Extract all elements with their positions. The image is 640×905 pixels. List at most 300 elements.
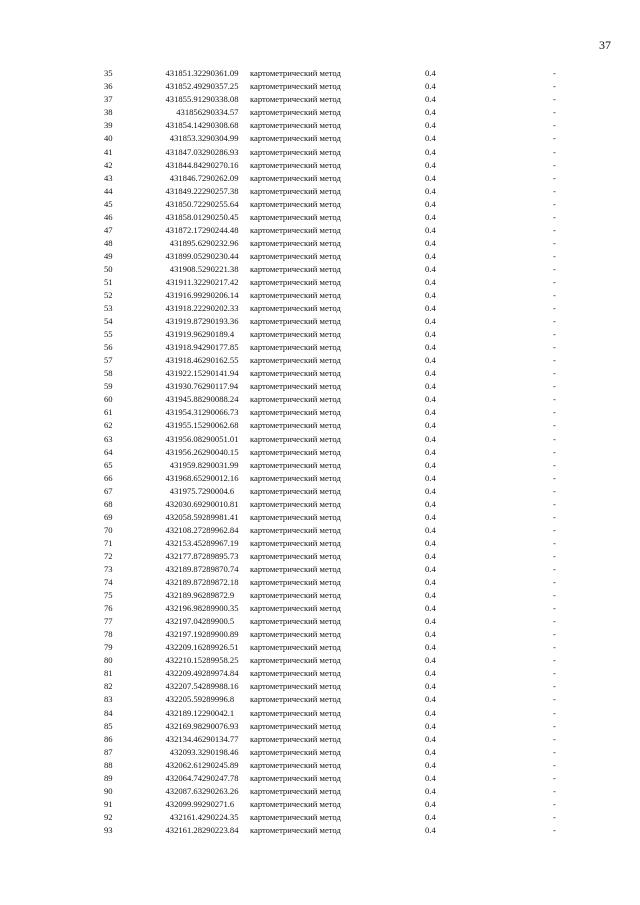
coord-x-cell: 431918.22: [165, 303, 202, 314]
accuracy-cell: 0.4: [425, 290, 436, 301]
method-cell: картометрический метод: [250, 798, 341, 809]
table-row: [104, 211, 573, 224]
note-cell: -: [553, 316, 556, 327]
accuracy-cell: 0.4: [425, 446, 436, 457]
point-number-cell: 61: [104, 407, 113, 418]
coord-x-cell: 431911.32: [165, 276, 202, 287]
method-cell: картометрический метод: [250, 159, 341, 170]
point-number-cell: 79: [104, 642, 113, 653]
accuracy-cell: 0.4: [425, 407, 436, 418]
point-number-cell: 49: [104, 250, 113, 261]
note-cell: -: [553, 668, 556, 679]
table-row: [104, 315, 573, 328]
method-cell: картометрический метод: [250, 120, 341, 131]
point-number-cell: 37: [104, 94, 113, 105]
point-number-cell: 43: [104, 172, 113, 183]
note-cell: -: [553, 355, 556, 366]
coord-x-cell: 431856: [176, 107, 202, 118]
point-number-cell: 60: [104, 394, 113, 405]
accuracy-cell: 0.4: [425, 577, 436, 588]
table-row: [104, 667, 573, 680]
accuracy-cell: 0.4: [425, 824, 436, 835]
coord-y-cell: 290177.85: [202, 342, 239, 353]
point-number-cell: 64: [104, 446, 113, 457]
table-row: [104, 471, 573, 484]
method-cell: картометрический метод: [250, 381, 341, 392]
method-cell: картометрический метод: [250, 655, 341, 666]
point-number-cell: 40: [104, 133, 113, 144]
note-cell: -: [553, 459, 556, 470]
accuracy-cell: 0.4: [425, 276, 436, 287]
coord-x-cell: 432189.96: [165, 590, 202, 601]
method-cell: картометрический метод: [250, 707, 341, 718]
coord-x-cell: 432153.45: [165, 537, 202, 548]
point-number-cell: 65: [104, 459, 113, 470]
coord-x-cell: 431919.96: [165, 329, 202, 340]
coord-y-cell: 289895.73: [202, 550, 239, 561]
accuracy-cell: 0.4: [425, 798, 436, 809]
accuracy-cell: 0.4: [425, 211, 436, 222]
note-cell: -: [553, 185, 556, 196]
coord-x-cell: 432169.98: [165, 720, 202, 731]
table-row: [104, 511, 573, 524]
note-cell: -: [553, 550, 556, 561]
note-cell: -: [553, 655, 556, 666]
coord-y-cell: 290286.93: [202, 146, 239, 157]
table-row: [104, 341, 573, 354]
table-row: [104, 458, 573, 471]
table-row: [104, 445, 573, 458]
note-cell: -: [553, 772, 556, 783]
table-row: [104, 732, 573, 745]
coord-x-cell: 432062.61: [165, 759, 202, 770]
note-cell: -: [553, 798, 556, 809]
point-number-cell: 42: [104, 159, 113, 170]
point-number-cell: 66: [104, 472, 113, 483]
note-cell: -: [553, 511, 556, 522]
coord-y-cell: 289974.84: [202, 668, 239, 679]
coord-x-cell: 431945.88: [165, 394, 202, 405]
point-number-cell: 89: [104, 772, 113, 783]
method-cell: картометрический метод: [250, 420, 341, 431]
accuracy-cell: 0.4: [425, 616, 436, 627]
coord-y-cell: 290270.16: [202, 159, 239, 170]
note-cell: -: [553, 211, 556, 222]
coord-y-cell: 289958.25: [202, 655, 239, 666]
accuracy-cell: 0.4: [425, 185, 436, 196]
note-cell: -: [553, 824, 556, 835]
coord-x-cell: 432207.54: [165, 681, 202, 692]
method-cell: картометрический метод: [250, 694, 341, 705]
coord-x-cell: 431872.17: [165, 224, 202, 235]
coord-y-cell: 289900.35: [202, 603, 239, 614]
accuracy-cell: 0.4: [425, 785, 436, 796]
coord-y-cell: 290004.6: [202, 485, 235, 496]
coord-x-cell: 432087.63: [165, 785, 202, 796]
method-cell: картометрический метод: [250, 81, 341, 92]
coord-y-cell: 290245.89: [202, 759, 239, 770]
point-number-cell: 69: [104, 511, 113, 522]
table-row: [104, 602, 573, 615]
table-row: [104, 250, 573, 263]
point-number-cell: 63: [104, 433, 113, 444]
accuracy-cell: 0.4: [425, 590, 436, 601]
coord-x-cell: 431930.76: [165, 381, 202, 392]
coord-x-cell: 431968.65: [165, 472, 202, 483]
table-row: [104, 380, 573, 393]
coord-y-cell: 290361.09: [202, 68, 239, 79]
method-cell: картометрический метод: [250, 185, 341, 196]
table-row: [104, 224, 573, 237]
accuracy-cell: 0.4: [425, 694, 436, 705]
note-cell: -: [553, 433, 556, 444]
coord-x-cell: 431975.7: [169, 485, 202, 496]
point-number-cell: 87: [104, 746, 113, 757]
accuracy-cell: 0.4: [425, 459, 436, 470]
table-row: [104, 641, 573, 654]
coord-y-cell: 290088.24: [202, 394, 239, 405]
note-cell: -: [553, 94, 556, 105]
method-cell: картометрический метод: [250, 472, 341, 483]
coord-y-cell: 290263.26: [202, 785, 239, 796]
accuracy-cell: 0.4: [425, 511, 436, 522]
accuracy-cell: 0.4: [425, 120, 436, 131]
accuracy-cell: 0.4: [425, 68, 436, 79]
coord-y-cell: 290334.57: [202, 107, 239, 118]
method-cell: картометрический метод: [250, 237, 341, 248]
method-cell: картометрический метод: [250, 772, 341, 783]
accuracy-cell: 0.4: [425, 224, 436, 235]
table-row: [104, 171, 573, 184]
method-cell: картометрический метод: [250, 498, 341, 509]
table-row: [104, 393, 573, 406]
table-row: [104, 289, 573, 302]
coord-y-cell: 290010.81: [202, 498, 239, 509]
coord-x-cell: 432210.15: [165, 655, 202, 666]
note-cell: -: [553, 237, 556, 248]
method-cell: картометрический метод: [250, 355, 341, 366]
note-cell: -: [553, 172, 556, 183]
note-cell: -: [553, 263, 556, 274]
method-cell: картометрический метод: [250, 733, 341, 744]
coord-y-cell: 290193.36: [202, 316, 239, 327]
point-number-cell: 72: [104, 550, 113, 561]
coord-x-cell: 432093.3: [169, 746, 202, 757]
point-number-cell: 76: [104, 603, 113, 614]
note-cell: -: [553, 524, 556, 535]
accuracy-cell: 0.4: [425, 811, 436, 822]
note-cell: -: [553, 368, 556, 379]
table-row: [104, 550, 573, 563]
method-cell: картометрический метод: [250, 603, 341, 614]
table-row: [104, 406, 573, 419]
accuracy-cell: 0.4: [425, 524, 436, 535]
method-cell: картометрический метод: [250, 446, 341, 457]
table-row: [104, 772, 573, 785]
table-row: [104, 706, 573, 719]
coord-x-cell: 431851.32: [165, 68, 202, 79]
point-number-cell: 91: [104, 798, 113, 809]
method-cell: картометрический метод: [250, 68, 341, 79]
method-cell: картометрический метод: [250, 459, 341, 470]
coord-y-cell: 290247.78: [202, 772, 239, 783]
table-row: [104, 576, 573, 589]
coord-y-cell: 290255.64: [202, 198, 239, 209]
note-cell: -: [553, 472, 556, 483]
note-cell: -: [553, 159, 556, 170]
coord-y-cell: 290304.99: [202, 133, 239, 144]
method-cell: картометрический метод: [250, 642, 341, 653]
point-number-cell: 62: [104, 420, 113, 431]
method-cell: картометрический метод: [250, 720, 341, 731]
table-row: [104, 524, 573, 537]
accuracy-cell: 0.4: [425, 81, 436, 92]
coord-y-cell: 290244.48: [202, 224, 239, 235]
point-number-cell: 57: [104, 355, 113, 366]
accuracy-cell: 0.4: [425, 368, 436, 379]
accuracy-cell: 0.4: [425, 381, 436, 392]
note-cell: -: [553, 394, 556, 405]
note-cell: -: [553, 133, 556, 144]
note-cell: -: [553, 746, 556, 757]
point-number-cell: 71: [104, 537, 113, 548]
table-row: [104, 145, 573, 158]
accuracy-cell: 0.4: [425, 172, 436, 183]
coord-x-cell: 431847.03: [165, 146, 202, 157]
method-cell: картометрический метод: [250, 824, 341, 835]
coord-x-cell: 432064.74: [165, 772, 202, 783]
coord-y-cell: 289900.5: [202, 616, 235, 627]
point-number-cell: 85: [104, 720, 113, 731]
accuracy-cell: 0.4: [425, 263, 436, 274]
point-number-cell: 92: [104, 811, 113, 822]
coord-x-cell: 432099.99: [165, 798, 202, 809]
coord-y-cell: 290042.1: [202, 707, 235, 718]
note-cell: -: [553, 498, 556, 509]
coord-x-cell: 431852.49: [165, 81, 202, 92]
coord-y-cell: 290230.44: [202, 250, 239, 261]
coord-y-cell: 290232.96: [202, 237, 239, 248]
point-number-cell: 77: [104, 616, 113, 627]
table-row: [104, 498, 573, 511]
table-row: [104, 328, 573, 341]
note-cell: -: [553, 590, 556, 601]
table-row: [104, 615, 573, 628]
method-cell: картометрический метод: [250, 146, 341, 157]
table-row: [104, 184, 573, 197]
accuracy-cell: 0.4: [425, 485, 436, 496]
note-cell: -: [553, 707, 556, 718]
note-cell: -: [553, 342, 556, 353]
note-cell: -: [553, 720, 556, 731]
coord-y-cell: 290271.6: [202, 798, 235, 809]
coord-x-cell: 432161.28: [165, 824, 202, 835]
table-row: [104, 654, 573, 667]
coord-x-cell: 432197.04: [165, 616, 202, 627]
accuracy-cell: 0.4: [425, 668, 436, 679]
method-cell: картометрический метод: [250, 577, 341, 588]
table-row: [104, 93, 573, 106]
coordinates-table: [104, 67, 573, 837]
coord-y-cell: 290031.99: [202, 459, 239, 470]
point-number-cell: 45: [104, 198, 113, 209]
coord-y-cell: 290206.14: [202, 290, 239, 301]
note-cell: -: [553, 733, 556, 744]
method-cell: картометрический метод: [250, 276, 341, 287]
coord-y-cell: 290262.09: [202, 172, 239, 183]
coord-x-cell: 432161.4: [169, 811, 202, 822]
method-cell: картометрический метод: [250, 263, 341, 274]
accuracy-cell: 0.4: [425, 733, 436, 744]
note-cell: -: [553, 420, 556, 431]
accuracy-cell: 0.4: [425, 772, 436, 783]
point-number-cell: 54: [104, 316, 113, 327]
coord-y-cell: 289981.41: [202, 511, 239, 522]
table-row: [104, 354, 573, 367]
table-row: [104, 628, 573, 641]
coord-x-cell: 431855.91: [165, 94, 202, 105]
method-cell: картометрический метод: [250, 133, 341, 144]
point-number-cell: 56: [104, 342, 113, 353]
coord-x-cell: 432108.27: [165, 524, 202, 535]
table-row: [104, 263, 573, 276]
method-cell: картометрический метод: [250, 668, 341, 679]
point-number-cell: 41: [104, 146, 113, 157]
point-number-cell: 73: [104, 564, 113, 574]
method-cell: картометрический метод: [250, 107, 341, 118]
point-number-cell: 59: [104, 381, 113, 392]
point-number-cell: 50: [104, 263, 113, 274]
method-cell: картометрический метод: [250, 211, 341, 222]
table-row: [104, 693, 573, 706]
coord-y-cell: 290134.77: [202, 733, 239, 744]
coord-y-cell: 290189.4: [202, 329, 235, 340]
coord-y-cell: 290308.68: [202, 120, 239, 131]
note-cell: -: [553, 381, 556, 392]
coord-y-cell: 289900.89: [202, 629, 239, 640]
coord-x-cell: 431850.72: [165, 198, 202, 209]
coord-x-cell: 432209.16: [165, 642, 202, 653]
coord-x-cell: 431922.15: [165, 368, 202, 379]
coord-y-cell: 290162.55: [202, 355, 239, 366]
coord-y-cell: 290338.08: [202, 94, 239, 105]
accuracy-cell: 0.4: [425, 550, 436, 561]
note-cell: -: [553, 537, 556, 548]
accuracy-cell: 0.4: [425, 198, 436, 209]
coord-x-cell: 431918.94: [165, 342, 202, 353]
table-row: [104, 132, 573, 145]
table-row: [104, 811, 573, 824]
table-row: [104, 419, 573, 432]
method-cell: картометрический метод: [250, 485, 341, 496]
note-cell: -: [553, 407, 556, 418]
accuracy-cell: 0.4: [425, 655, 436, 666]
method-cell: картометрический метод: [250, 172, 341, 183]
note-cell: -: [553, 68, 556, 79]
note-cell: -: [553, 485, 556, 496]
method-cell: картометрический метод: [250, 590, 341, 601]
note-cell: -: [553, 577, 556, 588]
accuracy-cell: 0.4: [425, 237, 436, 248]
accuracy-cell: 0.4: [425, 498, 436, 509]
point-number-cell: 86: [104, 733, 113, 744]
note-cell: -: [553, 785, 556, 796]
method-cell: картометрический метод: [250, 524, 341, 535]
note-cell: -: [553, 250, 556, 261]
table-row: [104, 745, 573, 758]
note-cell: -: [553, 329, 556, 340]
coord-x-cell: 431908.5: [169, 263, 202, 274]
method-cell: картометрический метод: [250, 811, 341, 822]
accuracy-cell: 0.4: [425, 303, 436, 314]
page-number: 37: [599, 38, 611, 52]
note-cell: -: [553, 276, 556, 287]
accuracy-cell: 0.4: [425, 642, 436, 653]
method-cell: картометрический метод: [250, 94, 341, 105]
accuracy-cell: 0.4: [425, 329, 436, 340]
table-row: [104, 106, 573, 119]
coord-y-cell: 290257.38: [202, 185, 239, 196]
coord-y-cell: 290117.94: [202, 381, 239, 392]
coord-y-cell: 290223.84: [202, 824, 239, 835]
method-cell: картометрический метод: [250, 368, 341, 379]
accuracy-cell: 0.4: [425, 537, 436, 548]
table-row: [104, 824, 573, 837]
note-cell: -: [553, 759, 556, 770]
accuracy-cell: 0.4: [425, 720, 436, 731]
coord-x-cell: 432197.19: [165, 629, 202, 640]
point-number-cell: 78: [104, 629, 113, 640]
coord-y-cell: 289988.16: [202, 681, 239, 692]
coord-x-cell: 431954.31: [165, 407, 202, 418]
note-cell: -: [553, 629, 556, 640]
accuracy-cell: 0.4: [425, 629, 436, 640]
note-cell: -: [553, 290, 556, 301]
coord-y-cell: 289967.19: [202, 537, 239, 548]
coord-y-cell: 289996.8: [202, 694, 235, 705]
method-cell: картометрический метод: [250, 616, 341, 627]
accuracy-cell: 0.4: [425, 394, 436, 405]
coord-x-cell: 431959.8: [169, 459, 202, 470]
table-row: [104, 432, 573, 445]
coord-y-cell: 290076.93: [202, 720, 239, 731]
note-cell: -: [553, 681, 556, 692]
method-cell: картометрический метод: [250, 329, 341, 340]
point-number-cell: 82: [104, 681, 113, 692]
accuracy-cell: 0.4: [425, 355, 436, 366]
coord-x-cell: 431853.3: [169, 133, 202, 144]
point-number-cell: 38: [104, 107, 113, 118]
coord-x-cell: 431849.22: [165, 185, 202, 196]
method-cell: картометрический метод: [250, 681, 341, 692]
point-number-cell: 93: [104, 824, 113, 835]
accuracy-cell: 0.4: [425, 342, 436, 353]
table-row: [104, 680, 573, 693]
coord-x-cell: 431895.6: [169, 237, 202, 248]
table-row: [104, 798, 573, 811]
method-cell: картометрический метод: [250, 250, 341, 261]
coord-x-cell: 432209.49: [165, 668, 202, 679]
table-row: [104, 119, 573, 132]
coord-y-cell: 290198.46: [202, 746, 239, 757]
point-number-cell: 51: [104, 276, 113, 287]
note-cell: -: [553, 564, 556, 574]
point-number-cell: 44: [104, 185, 113, 196]
method-cell: картометрический метод: [250, 290, 341, 301]
table-row: [104, 563, 573, 576]
method-cell: картометрический метод: [250, 629, 341, 640]
coord-x-cell: 432205.59: [165, 694, 202, 705]
